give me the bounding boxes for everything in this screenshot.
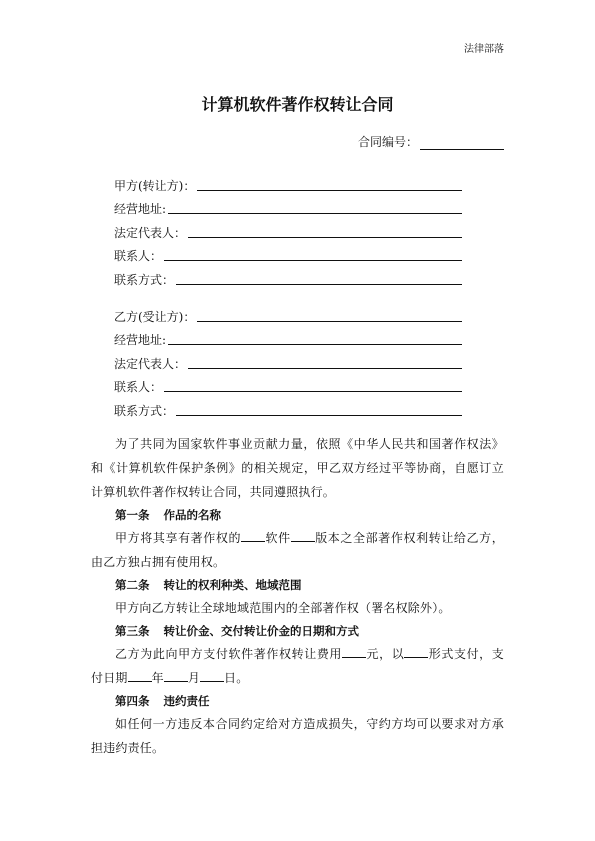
document-title: 计算机软件著作权转让合同	[201, 95, 394, 114]
contract-number	[358, 133, 504, 150]
party-a-name-label: 甲方(转让方)：	[114, 178, 196, 193]
article-1-text-part: 软件	[265, 531, 291, 545]
party-a-address-label: 经营地址:	[114, 202, 167, 216]
party-a-section	[114, 170, 462, 288]
article-3-text-part: 年	[151, 671, 164, 685]
software-name-blank	[241, 529, 265, 542]
article-2-title: 转让的权利种类、地域范围	[163, 578, 302, 592]
article-3-text-part: 元，以	[366, 647, 405, 661]
article-1-title: 作品的名称	[163, 508, 221, 522]
article-3-number: 第三条	[115, 624, 150, 638]
header-mark: 法律部落	[464, 44, 504, 55]
article-1-number: 第一条	[115, 508, 150, 522]
article-1-text	[91, 526, 504, 574]
party-b-contact-blank	[164, 377, 462, 392]
article-1-text-part: 版本之全部著作权利转让给乙方，由乙方独占拥有使用权。	[91, 531, 504, 569]
article-4-number: 第四条	[115, 694, 150, 708]
article-3-text-part: 日。	[224, 671, 249, 685]
party-a-legal-rep-label: 法定代表人：	[114, 225, 187, 240]
month-blank	[164, 669, 188, 682]
contract-body	[91, 432, 504, 760]
party-b-legal-rep-blank	[188, 354, 462, 369]
party-a-contact-row	[114, 241, 462, 265]
article-4-text: 如任何一方违反本合同约定给对方造成损失，守约方均可以要求对方承担违约责任。	[91, 717, 504, 755]
party-b-name-row	[114, 301, 462, 325]
article-2-text: 甲方向乙方转让全球地域范围内的全部著作权（署名权除外）。	[115, 601, 451, 615]
article-3-heading	[91, 620, 504, 642]
article-3-text-part: 形式支付，支付日期	[91, 647, 504, 685]
payment-form-blank	[404, 645, 428, 658]
party-b-name-label: 乙方(受让方)：	[114, 309, 196, 324]
party-b-legal-rep-row	[114, 348, 462, 372]
contract-number-label: 合同编号：	[357, 135, 418, 149]
intro-paragraph: 为了共同为国家软件事业贡献力量，依照《中华人民共和国著作权法》和《计算机软件保护条例》的相关规定，甲乙双方经过平等协商，自愿订立计算机软件著作权转让合同，共同遵照执行。	[91, 437, 504, 499]
party-b-contact-label: 联系人：	[114, 380, 163, 394]
party-b-name-blank	[197, 307, 462, 322]
article-1-heading	[91, 504, 504, 526]
article-3-text	[91, 642, 504, 690]
party-b-contact-method-row	[114, 395, 462, 419]
party-a-legal-rep-row	[114, 217, 462, 241]
party-a-contact-method-label: 联系方式：	[114, 272, 175, 287]
party-a-contact-method-row	[114, 264, 462, 288]
party-b-address-row	[114, 325, 462, 349]
party-b-address-blank	[168, 330, 462, 345]
party-a-contact-method-blank	[176, 270, 462, 285]
party-b-section	[114, 301, 462, 419]
party-a-contact-label: 联系人：	[114, 249, 163, 263]
party-b-contact-method-label: 联系方式：	[114, 403, 175, 418]
article-4-heading	[91, 690, 504, 712]
article-1-text-part: 甲方将其享有著作权的	[115, 531, 242, 545]
year-blank	[128, 669, 152, 682]
party-a-contact-blank	[164, 246, 462, 261]
party-a-legal-rep-blank	[188, 223, 462, 238]
fee-amount-blank	[342, 645, 366, 658]
party-a-name-row	[114, 170, 462, 194]
contract-number-blank	[420, 136, 504, 150]
party-b-address-label: 经营地址:	[114, 333, 167, 347]
party-b-contact-row	[114, 372, 462, 396]
party-a-name-blank	[197, 176, 462, 191]
party-a-address-row	[114, 194, 462, 218]
day-blank	[200, 669, 224, 682]
article-3-text-part: 乙方为此向甲方支付软件著作权转让费用	[115, 647, 343, 661]
article-3-title: 转让价金、交付转让价金的日期和方式	[163, 624, 359, 638]
version-blank	[291, 529, 315, 542]
party-b-contact-method-blank	[176, 401, 462, 416]
article-2-number: 第二条	[115, 578, 150, 592]
article-4-title: 违约责任	[163, 694, 210, 708]
article-3-text-part: 月	[187, 671, 201, 685]
party-a-address-blank	[168, 199, 462, 214]
article-2-heading	[91, 574, 504, 596]
party-b-legal-rep-label: 法定代表人：	[114, 356, 187, 371]
